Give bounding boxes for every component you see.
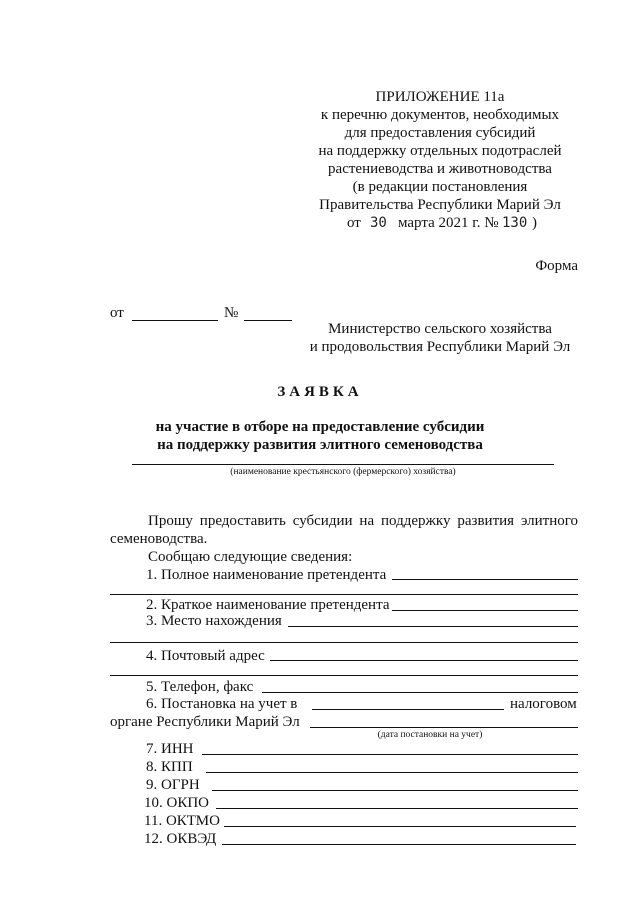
field-location-line[interactable] xyxy=(288,626,578,627)
field-ogrn-label: 9. ОГРН xyxy=(146,777,200,793)
field-postal-label: 4. Почтовый адрес xyxy=(146,648,265,664)
field-okved-line[interactable] xyxy=(222,844,576,845)
doc-number-label: № xyxy=(224,305,239,321)
appendix-date-close: ) xyxy=(532,215,537,231)
appendix-line: Правительства Республики Марий Эл xyxy=(319,197,561,213)
field-inn-line[interactable] xyxy=(202,754,578,755)
request-text: семеноводства. xyxy=(110,531,208,547)
field-location-label: 3. Место нахождения xyxy=(146,613,282,629)
request-text: Прошу предоставить субсидии на поддержку развития элитного xyxy=(148,513,578,529)
field-okpo-line[interactable] xyxy=(216,808,578,809)
application-subtitle: на участие в отборе на предоставление субсидии xyxy=(155,419,485,435)
appendix-date-number: 130 xyxy=(502,215,528,231)
field-oktmo-label: 11. ОКТМО xyxy=(144,813,220,829)
field-okpo-label: 10. ОКПО xyxy=(144,795,210,811)
appendix-title: ПРИЛОЖЕНИЕ 11а xyxy=(375,89,505,105)
field-tax-date-line[interactable] xyxy=(310,727,578,728)
appendix-date-month-year: марта 2021 г. № xyxy=(398,215,499,231)
field-phone-label: 5. Телефон, факс xyxy=(146,679,254,695)
appendix-date-prefix: от xyxy=(347,215,361,231)
field-short-name-line[interactable] xyxy=(392,610,578,611)
appendix-line: для предоставления субсидий xyxy=(344,125,536,141)
application-subtitle: на поддержку развития элитного семеноводства xyxy=(157,437,483,453)
field-ogrn-line[interactable] xyxy=(212,790,578,791)
appendix-date-day: 30 xyxy=(370,215,387,231)
field-full-name-label: 1. Полное наименование претендента xyxy=(146,567,387,583)
field-location-line-2[interactable] xyxy=(110,642,578,643)
addressee-line: Министерство сельского хозяйства xyxy=(328,321,552,337)
doc-number-line xyxy=(244,320,292,321)
field-oktmo-line[interactable] xyxy=(224,826,576,827)
farm-name-caption: (наименование крестьянского (фермерского) хозяйства) xyxy=(230,467,456,477)
field-tax-label-c: органе Республики Марий Эл xyxy=(110,714,300,730)
field-short-name-label: 2. Краткое наименование претендента xyxy=(146,597,390,613)
appendix-line: на поддержку отдельных подотраслей xyxy=(318,143,562,159)
field-full-name-line-2[interactable] xyxy=(110,594,578,595)
addressee-line: и продовольствия Республики Марий Эл xyxy=(309,339,571,355)
field-tax-line[interactable] xyxy=(312,709,504,710)
appendix-line: к перечню документов, необходимых xyxy=(320,107,560,123)
field-tax-caption: (дата постановки на учет) xyxy=(377,730,483,740)
info-intro: Сообщаю следующие сведения: xyxy=(148,549,353,565)
appendix-line: растениеводства и животноводства xyxy=(328,161,552,177)
application-title: ЗАЯВКА xyxy=(277,384,363,400)
field-tax-label-b: налоговом xyxy=(510,696,577,712)
doc-from-label: от xyxy=(110,305,124,321)
field-full-name-line[interactable] xyxy=(392,579,578,580)
form-label: Форма xyxy=(535,258,578,274)
field-kpp-line[interactable] xyxy=(206,772,578,773)
doc-date-line xyxy=(132,320,218,321)
field-phone-line[interactable] xyxy=(262,692,578,693)
field-okved-label: 12. ОКВЭД xyxy=(144,831,217,847)
appendix-line: (в редакции постановления xyxy=(352,179,528,195)
field-postal-line[interactable] xyxy=(270,660,578,661)
field-tax-label: 6. Постановка на учет в xyxy=(146,696,298,712)
field-postal-line-2[interactable] xyxy=(110,675,578,676)
field-inn-label: 7. ИНН xyxy=(146,741,194,757)
farm-name-line xyxy=(132,464,554,465)
field-kpp-label: 8. КПП xyxy=(146,759,193,775)
